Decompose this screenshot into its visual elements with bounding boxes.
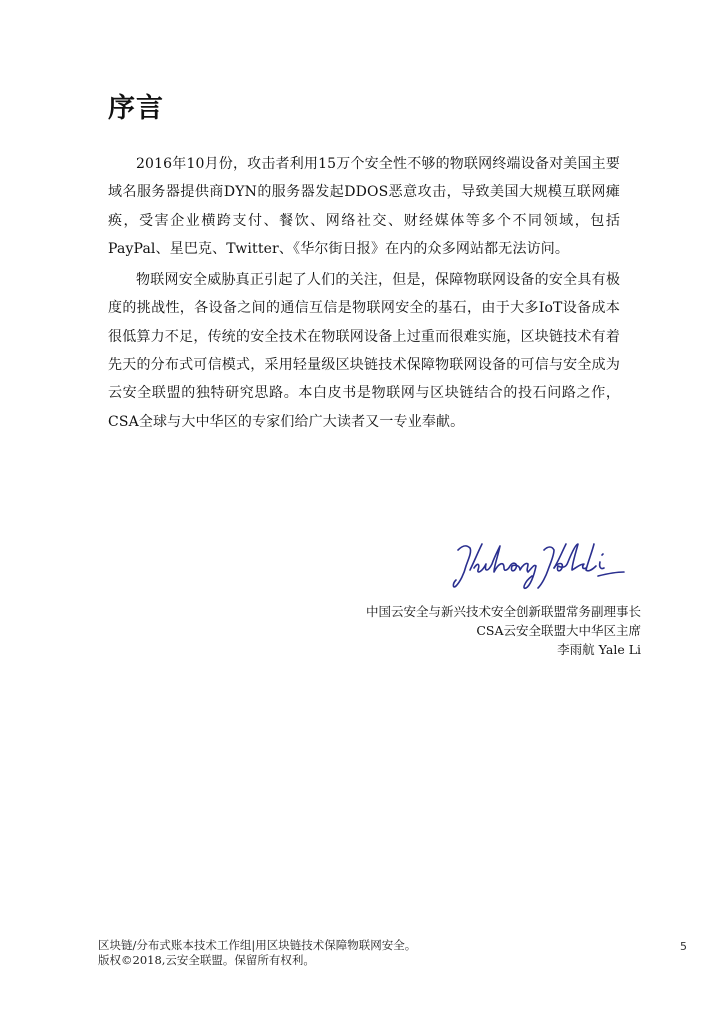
preface-body: [108, 150, 620, 439]
signer-name: 李雨航 Yale Li: [557, 642, 641, 657]
signer-title-1: 中国云安全与新兴技术安全创新联盟常务副理事长: [365, 604, 641, 619]
handwritten-signature: [448, 536, 628, 592]
page-number: 5: [680, 940, 687, 953]
page-footer: [98, 938, 416, 968]
footer-line-1: 区块链/分布式账本技术工作组|用区块链技术保障物联网安全。: [98, 938, 417, 952]
page-title: 序言: [108, 93, 164, 124]
signature-block: [366, 602, 641, 659]
paragraph-2: 物联网安全威胁真正引起了人们的关注，但是，保障物联网设备的安全具有极度的挑战性，各设备之间的通信互信是物联网安全的基石，由于大多IoT设备成本很低算力不足，传统的安全技术在物联网设备上过重而很难实施，区块链技术有着先天的分布式可信模式，采用轻量级区块链技术保障物联网设备的可信与安全成为云安全联盟的独特研究思路。本白皮书是物联网与区块链结合的投石问路之作，CSA全球与大中华区的专家们给广大读者又一专业奉献。: [108, 272, 620, 430]
footer-line-2: 版权©2018,云安全联盟。保留所有权利。: [98, 953, 315, 967]
paragraph-1: 2016年10月份，攻击者利用15万个安全性不够的物联网终端设备对美国主要域名服务器提供商DYN的服务器发起DDOS恶意攻击，导致美国大规模互联网瘫痪，受害企业横跨支付、餐饮、网络社交、财经媒体等多个不同领域，包括PayPal、星巴克、Twitter、《华尔街日报》在内的众多网站都无法访问。: [108, 156, 620, 257]
signer-title-2: CSA云安全联盟大中华区主席: [476, 623, 641, 638]
